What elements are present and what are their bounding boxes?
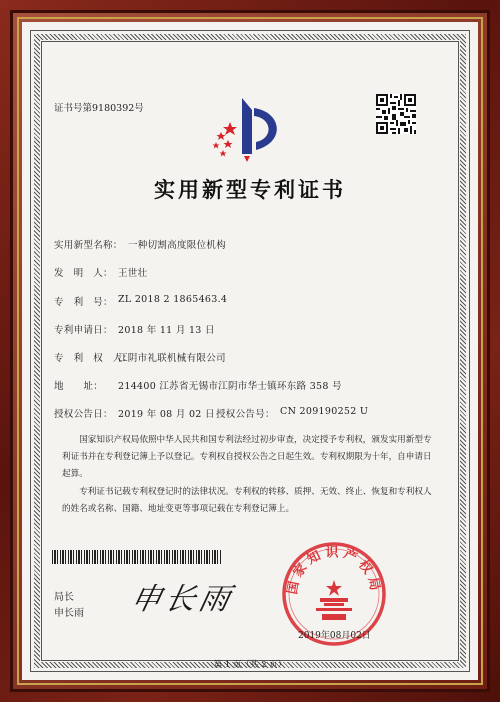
body-paragraph-grant: 国家知识产权局依照中华人民共和国专利法经过初步审查，决定授予专利权，颁发实用新型专利证书并在专利登记簿上予以登记。专利权自授权公告之日起生效。专利权期限为十年，自申请日起算。: [62, 435, 432, 479]
field-label-grant-number: 授权公告号：: [216, 409, 275, 420]
field-value-inventor: 王世壮: [118, 268, 148, 279]
field-label-filing-date: 专利申请日：: [54, 325, 113, 336]
field-value-utility-name: 一种切割高度限位机构: [128, 240, 227, 251]
field-label-patent-number: 专 利 号：: [54, 297, 113, 308]
qr-code-icon: [376, 94, 416, 134]
handwritten-signature: 申长雨: [127, 582, 237, 617]
page-indicator: 第 1 页（共 2 页）: [213, 660, 287, 670]
field-value-grant-number: CN 209190252 U: [280, 406, 369, 417]
certificate-number: 证书号第9180392号: [54, 103, 144, 114]
field-label-grant-date: 授权公告日：: [54, 409, 113, 420]
field-value-address: 214400 江苏省无锡市江阴市华士镇环东路 358 号: [118, 381, 342, 392]
field-label-patentee: 专 利 权 人：: [54, 353, 133, 364]
field-label-utility-name: 实用新型名称：: [54, 240, 123, 251]
signature-name: 申长雨: [54, 608, 84, 619]
certificate-paper: [22, 22, 478, 680]
seal-date: 2019年08月02日: [298, 631, 371, 641]
field-value-filing-date: 2018 年 11 月 13 日: [118, 325, 215, 336]
patent-office-logo-icon: [202, 94, 292, 164]
signature-role: 局长: [54, 592, 74, 603]
field-value-patentee: 江阴市礼联机械有限公司: [118, 353, 226, 364]
field-label-inventor: 发 明 人：: [54, 268, 113, 279]
body-paragraph-legal-status: 专利证书记载专利权登记时的法律状况。专利权的转移、质押、无效、终止、恢复和专利权人的姓名或名称、国籍、地址变更等事项记载在专利登记簿上。: [62, 487, 432, 514]
svg-text:国家知识产权局: 国家知识产权局: [285, 545, 383, 596]
field-value-patent-number: ZL 2018 2 1865463.4: [118, 294, 228, 305]
barcode-icon: [52, 550, 222, 564]
field-label-address: 地 址：: [54, 381, 104, 392]
field-value-grant-date: 2019 年 08 月 02 日: [118, 409, 215, 420]
certificate-title: 实用新型专利证书: [154, 178, 346, 202]
